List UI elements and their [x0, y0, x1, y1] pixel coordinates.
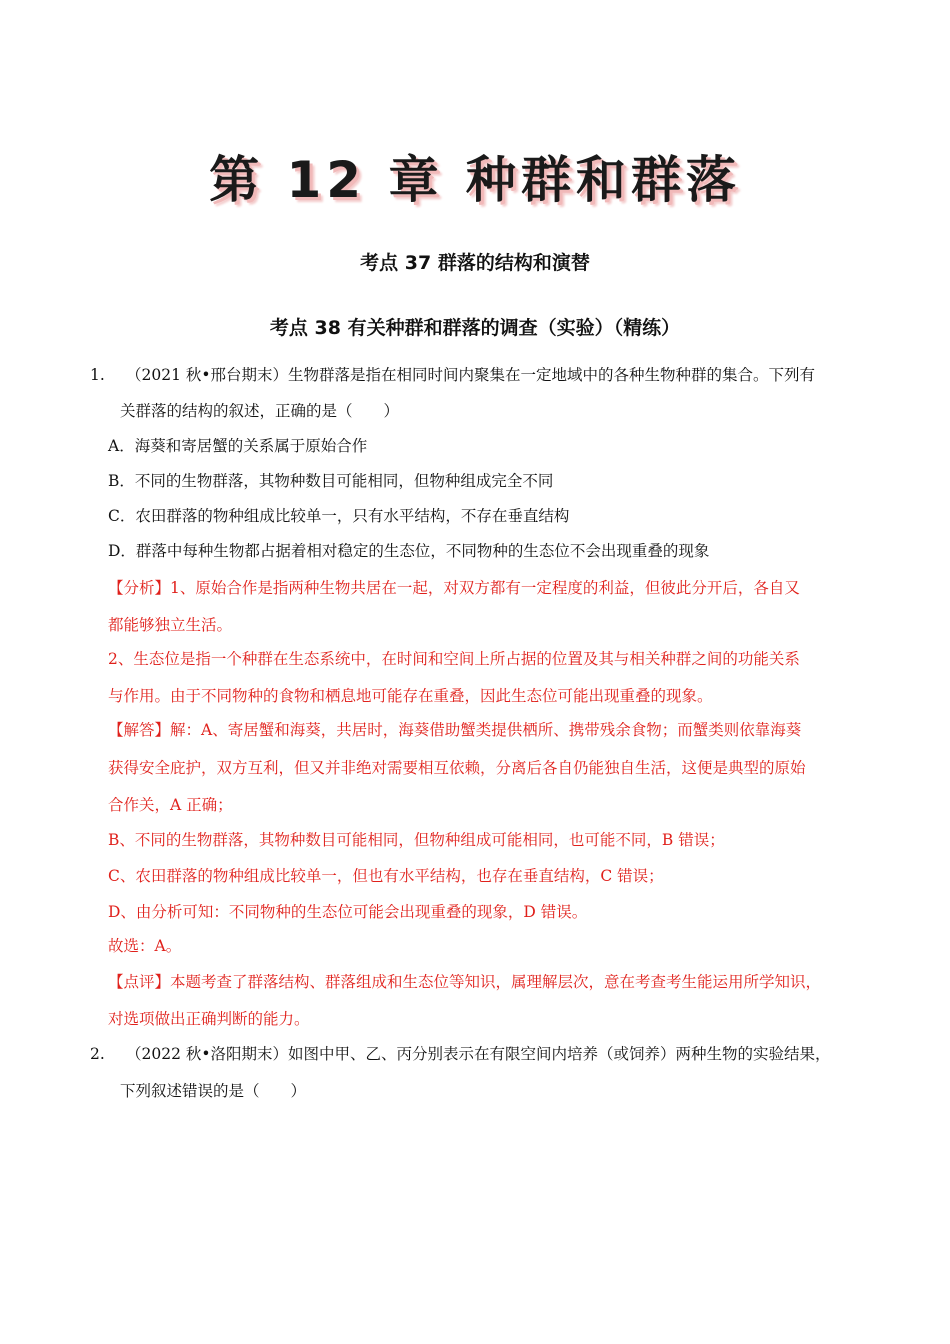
topic-title-37: 考点 37 群落的结构和演替	[360, 252, 590, 274]
solution-line: D、由分析可知：不同物种的生态位可能会出现重叠的现象，D 错误。	[108, 903, 588, 921]
solution-line: C、农田群落的物种组成比较单一，但也有水平结构，也存在垂直结构，C 错误；	[108, 867, 664, 885]
solution-line: B、不同的生物群落，其物种数目可能相同，但物种组成可能相同，也可能不同，B 错误；	[108, 831, 725, 849]
analysis-line: 与作用。由于不同物种的食物和栖息地可能存在重叠，因此生态位可能出现重叠的现象。	[108, 687, 713, 705]
answer-line: 故选：A。	[108, 937, 182, 955]
question-1-stem-line1: （2021 秋•邢台期末）生物群落是指在相同时间内聚集在一定地域中的各种生物种群的集合。下列有	[126, 366, 816, 384]
question-2-stem-line1: （2022 秋•洛阳期末）如图中甲、乙、丙分别表示在有限空间内培养（或饲养）两种生物的实验结果，	[126, 1045, 831, 1063]
question-2-stem-line2: 下列叙述错误的是（ ）	[120, 1082, 307, 1100]
topic-title-38: 考点 38 有关种群和群落的调查（实验）（精练）	[269, 317, 681, 339]
question-1-option-c: C．农田群落的物种组成比较单一，只有水平结构，不存在垂直结构	[108, 507, 570, 525]
solution-line: 合作关，A 正确；	[108, 796, 233, 814]
solution-line: 【解答】解：A、寄居蟹和海葵，共居时，海葵借助蟹类提供栖所、携带残余食物；而蟹类则依靠海葵	[108, 721, 802, 739]
chapter-title: 第 12 章 种群和群落	[209, 151, 741, 209]
question-2-number: 2.	[90, 1045, 105, 1063]
analysis-line: 【分析】1、原始合作是指两种生物共居在一起，对双方都有一定程度的利益，但彼此分开后，各自又	[108, 579, 800, 597]
analysis-line: 都能够独立生活。	[108, 616, 233, 634]
question-1-number: 1.	[90, 366, 105, 384]
analysis-line: 2、生态位是指一个种群在生态系统中，在时间和空间上所占据的位置及其与相关种群之间的功能关系	[108, 650, 800, 668]
question-1-option-b: B．不同的生物群落，其物种数目可能相同，但物种组成完全不同	[108, 472, 554, 490]
question-1-option-d: D．群落中每种生物都占据着相对稳定的生态位，不同物种的生态位不会出现重叠的现象	[108, 542, 710, 560]
question-1-stem-line2: 关群落的结构的叙述，正确的是（ ）	[120, 402, 400, 420]
solution-line: 获得安全庇护，双方互利，但又并非绝对需要相互依赖，分离后各自仍能独自生活，这便是典型的原始	[108, 759, 806, 777]
comment-line: 【点评】本题考查了群落结构、群落组成和生态位等知识，属理解层次，意在考查考生能运用所学知识，	[108, 973, 822, 991]
comment-line: 对选项做出正确判断的能力。	[108, 1010, 310, 1028]
question-1-option-a: A．海葵和寄居蟹的关系属于原始合作	[108, 437, 368, 455]
